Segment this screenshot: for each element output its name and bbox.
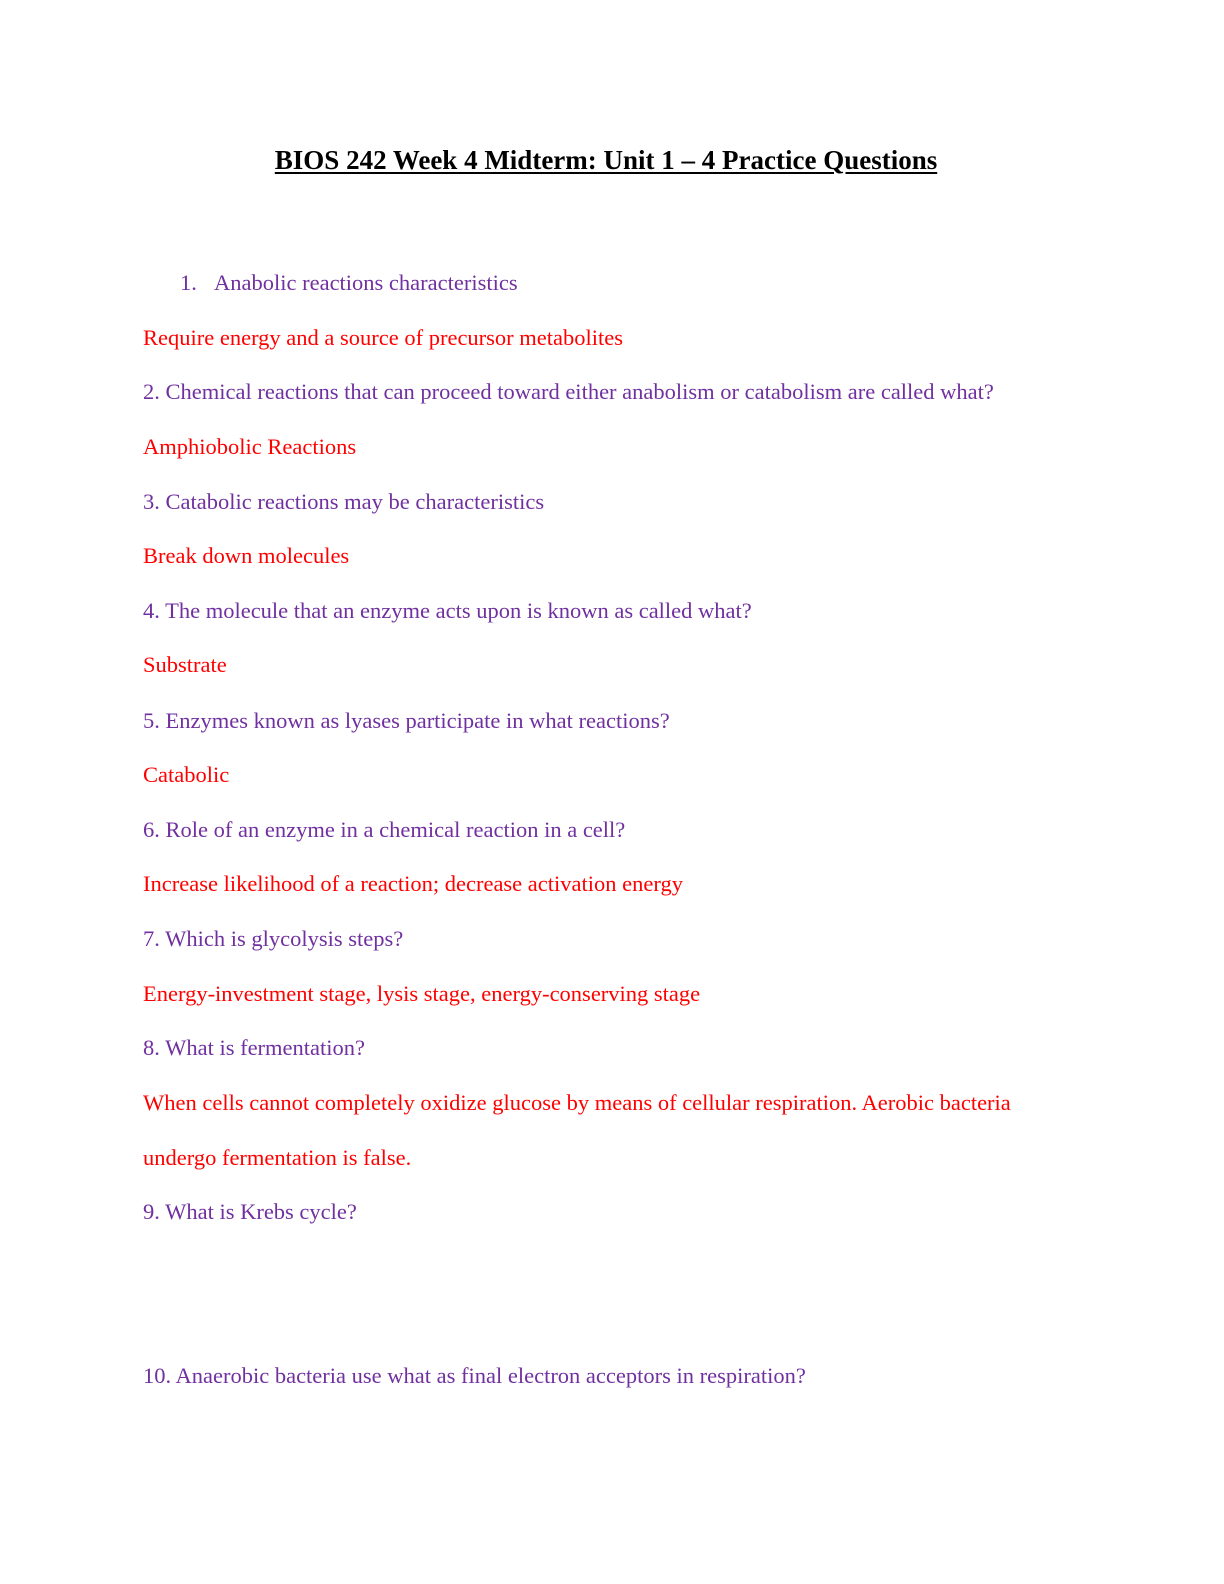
question-10: 10. Anaerobic bacteria use what as final electron acceptors in respiration? [143,1363,806,1388]
question-1 [180,268,518,298]
question-1-text: Anabolic reactions characteristics [214,270,518,295]
question-2: 2. Chemical reactions that can proceed toward either anabolism or catabolism are called what? [143,379,994,404]
answer-8-line-2: undergo fermentation is false. [143,1145,412,1170]
answer-6: Increase likelihood of a reaction; decrease activation energy [143,871,683,896]
answer-8-line-1: When cells cannot completely oxidize glucose by means of cellular respiration. Aerobic bacteria [143,1090,1011,1115]
question-1-number: 1. [180,270,197,295]
question-3: 3. Catabolic reactions may be characteristics [143,489,545,514]
answer-5: Catabolic [143,762,230,787]
question-6: 6. Role of an enzyme in a chemical reaction in a cell? [143,817,626,842]
answer-4: Substrate [143,652,227,677]
question-8: 8. What is fermentation? [143,1035,366,1060]
answer-7: Energy-investment stage, lysis stage, energy-conserving stage [143,981,701,1006]
question-4: 4. The molecule that an enzyme acts upon is known as called what? [143,598,752,623]
page-title: BIOS 242 Week 4 Midterm: Unit 1 – 4 Practice Questions [274,145,938,175]
question-9: 9. What is Krebs cycle? [143,1199,357,1224]
answer-3: Break down molecules [143,543,350,568]
answer-2: Amphiobolic Reactions [143,434,357,459]
question-7: 7. Which is glycolysis steps? [143,926,404,951]
question-5: 5. Enzymes known as lyases participate in what reactions? [143,708,670,733]
answer-1: Require energy and a source of precursor metabolites [143,325,624,350]
